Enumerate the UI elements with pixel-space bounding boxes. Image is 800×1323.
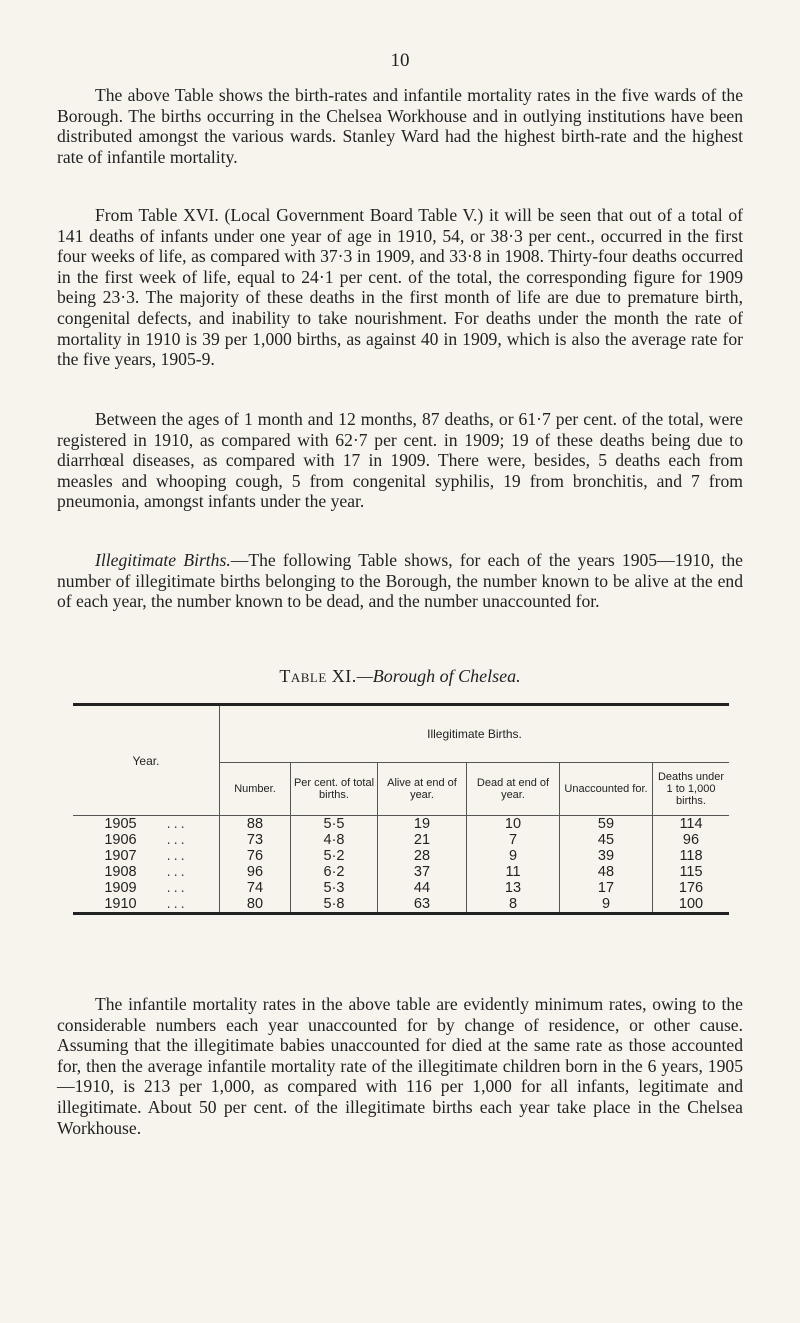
cell-number: 73 — [220, 832, 291, 848]
cell-alive: 19 — [378, 816, 467, 833]
column-header-unaccounted: Unaccounted for. — [560, 763, 653, 816]
cell-dead: 13 — [467, 880, 560, 896]
illegitimate-births-table — [73, 703, 729, 915]
cell-percent: 6·2 — [291, 864, 378, 880]
cell-dead: 10 — [467, 816, 560, 833]
table-title: —Borough of Chelsea. — [356, 666, 521, 686]
year-column-header: Year. — [73, 705, 220, 816]
row-year: 1905 — [104, 816, 137, 832]
paragraph-mortality-rates: The infantile mortality rates in the above table are evidently minimum rates, owing to the considerable numbers each year unaccounted for by change of residence, or other cause. Assuming that the illegitimate babies unaccounted for died at the same rate as those accounted for, then the average infantile mortality rate of the illegitimate children born in the 6 years, 1905—1910, is 213 per 1,000, as compared with 116 per 1,000 for all infants, legitimate and illegitimate. About 50 per cent. of the illegitimate births each year take place in the Chelsea Workhouse. — [57, 994, 743, 1138]
column-header-number: Number. — [220, 763, 291, 816]
illegitimate-births-heading: Illegitimate Births. — [95, 550, 231, 570]
paragraph-birth-rates: The above Table shows the birth-rates and infantile mortality rates in the five wards of the Borough. The births occurring in the Chelsea Workhouse and in outlying institutions have been distributed amongst the various wards. Stanley Ward had the highest birth-rate and the highest rate of infantile mortality. — [57, 85, 743, 167]
cell-alive: 44 — [378, 880, 467, 896]
leader-dots: ... — [166, 864, 188, 880]
cell-unaccounted: 17 — [560, 880, 653, 896]
cell-death-rate: 100 — [653, 896, 730, 914]
row-year: 1909 — [104, 880, 137, 896]
cell-percent: 5·3 — [291, 880, 378, 896]
row-year: 1907 — [104, 848, 137, 864]
table-row — [73, 880, 729, 896]
cell-alive: 37 — [378, 864, 467, 880]
cell-alive: 21 — [378, 832, 467, 848]
cell-unaccounted: 9 — [560, 896, 653, 914]
cell-unaccounted: 45 — [560, 832, 653, 848]
table-row — [73, 832, 729, 848]
cell-dead: 7 — [467, 832, 560, 848]
column-header-dead: Dead at end of year. — [467, 763, 560, 816]
cell-death-rate: 114 — [653, 816, 730, 833]
leader-dots: ... — [166, 880, 188, 896]
cell-death-rate: 96 — [653, 832, 730, 848]
page-number: 10 — [390, 50, 410, 71]
paragraph-illegitimate-births — [57, 550, 743, 612]
cell-alive: 63 — [378, 896, 467, 914]
leader-dots: ... — [166, 832, 188, 848]
column-header-percent: Per cent. of total births. — [291, 763, 378, 816]
cell-percent: 5·5 — [291, 816, 378, 833]
paragraph-infant-deaths: From Table XVI. (Local Government Board Table V.) it will be seen that out of a total of 141 deaths of infants under one year of age in 1910, 54, or 38·3 per cent., occurred in the first four weeks of life, as compared with 37·3 in 1909, and 33·8 in 1908. Thirty-four deaths occurred in the first week of life, equal to 24·1 per cent. of the total, the corresponding figure for 1909 being 23·3. The majority of these deaths in the first month of life are due to premature birth, congenital defects, and inability to take nourishment. For deaths under the month the rate of mortality in 1910 is 39 per 1,000 births, as against 40 in 1909, which is also the average rate for the five years, 1905-9. — [57, 205, 743, 370]
cell-unaccounted: 39 — [560, 848, 653, 864]
cell-death-rate: 118 — [653, 848, 730, 864]
cell-dead: 8 — [467, 896, 560, 914]
cell-number: 80 — [220, 896, 291, 914]
table-row — [73, 896, 729, 914]
cell-unaccounted: 59 — [560, 816, 653, 833]
paragraph-month-deaths: Between the ages of 1 month and 12 months, 87 deaths, or 61·7 per cent. of the total, were registered in 1910, as compared with 62·7 per cent. in 1909; 19 of these deaths being due to diarrhœal diseases, as compared with 17 in 1909. There were, besides, 5 deaths each from measles and whooping cough, 5 from congenital syphilis, 19 from bronchitis, and 7 from pneumonia, amongst infants under the year. — [57, 409, 743, 512]
cell-number: 88 — [220, 816, 291, 833]
cell-number: 74 — [220, 880, 291, 896]
cell-unaccounted: 48 — [560, 864, 653, 880]
cell-number: 96 — [220, 864, 291, 880]
row-year: 1910 — [104, 896, 137, 912]
cell-dead: 11 — [467, 864, 560, 880]
table-row — [73, 864, 729, 880]
cell-death-rate: 115 — [653, 864, 730, 880]
leader-dots: ... — [166, 816, 188, 832]
table-row — [73, 816, 729, 833]
row-year: 1908 — [104, 864, 137, 880]
cell-dead: 9 — [467, 848, 560, 864]
column-header-alive: Alive at end of year. — [378, 763, 467, 816]
column-header-death-rate: Deaths under 1 to 1,000 births. — [653, 763, 730, 816]
leader-dots: ... — [166, 848, 188, 864]
cell-number: 76 — [220, 848, 291, 864]
table-caption — [0, 666, 800, 687]
table-row — [73, 848, 729, 864]
cell-death-rate: 176 — [653, 880, 730, 896]
cell-percent: 5·2 — [291, 848, 378, 864]
cell-alive: 28 — [378, 848, 467, 864]
cell-percent: 4·8 — [291, 832, 378, 848]
illegitimate-births-header: Illegitimate Births. — [220, 705, 730, 763]
cell-percent: 5·8 — [291, 896, 378, 914]
leader-dots: ... — [166, 896, 188, 912]
row-year: 1906 — [104, 832, 137, 848]
illegitimate-births-text: —The following Table shows, for each of the years 1905—1910, the number of illegitimate births belonging to the Borough, the number known to be alive at the end of each year, the number known to be dead, and the number unaccounted for. — [57, 550, 743, 612]
table-label: Table XI. — [279, 666, 357, 686]
